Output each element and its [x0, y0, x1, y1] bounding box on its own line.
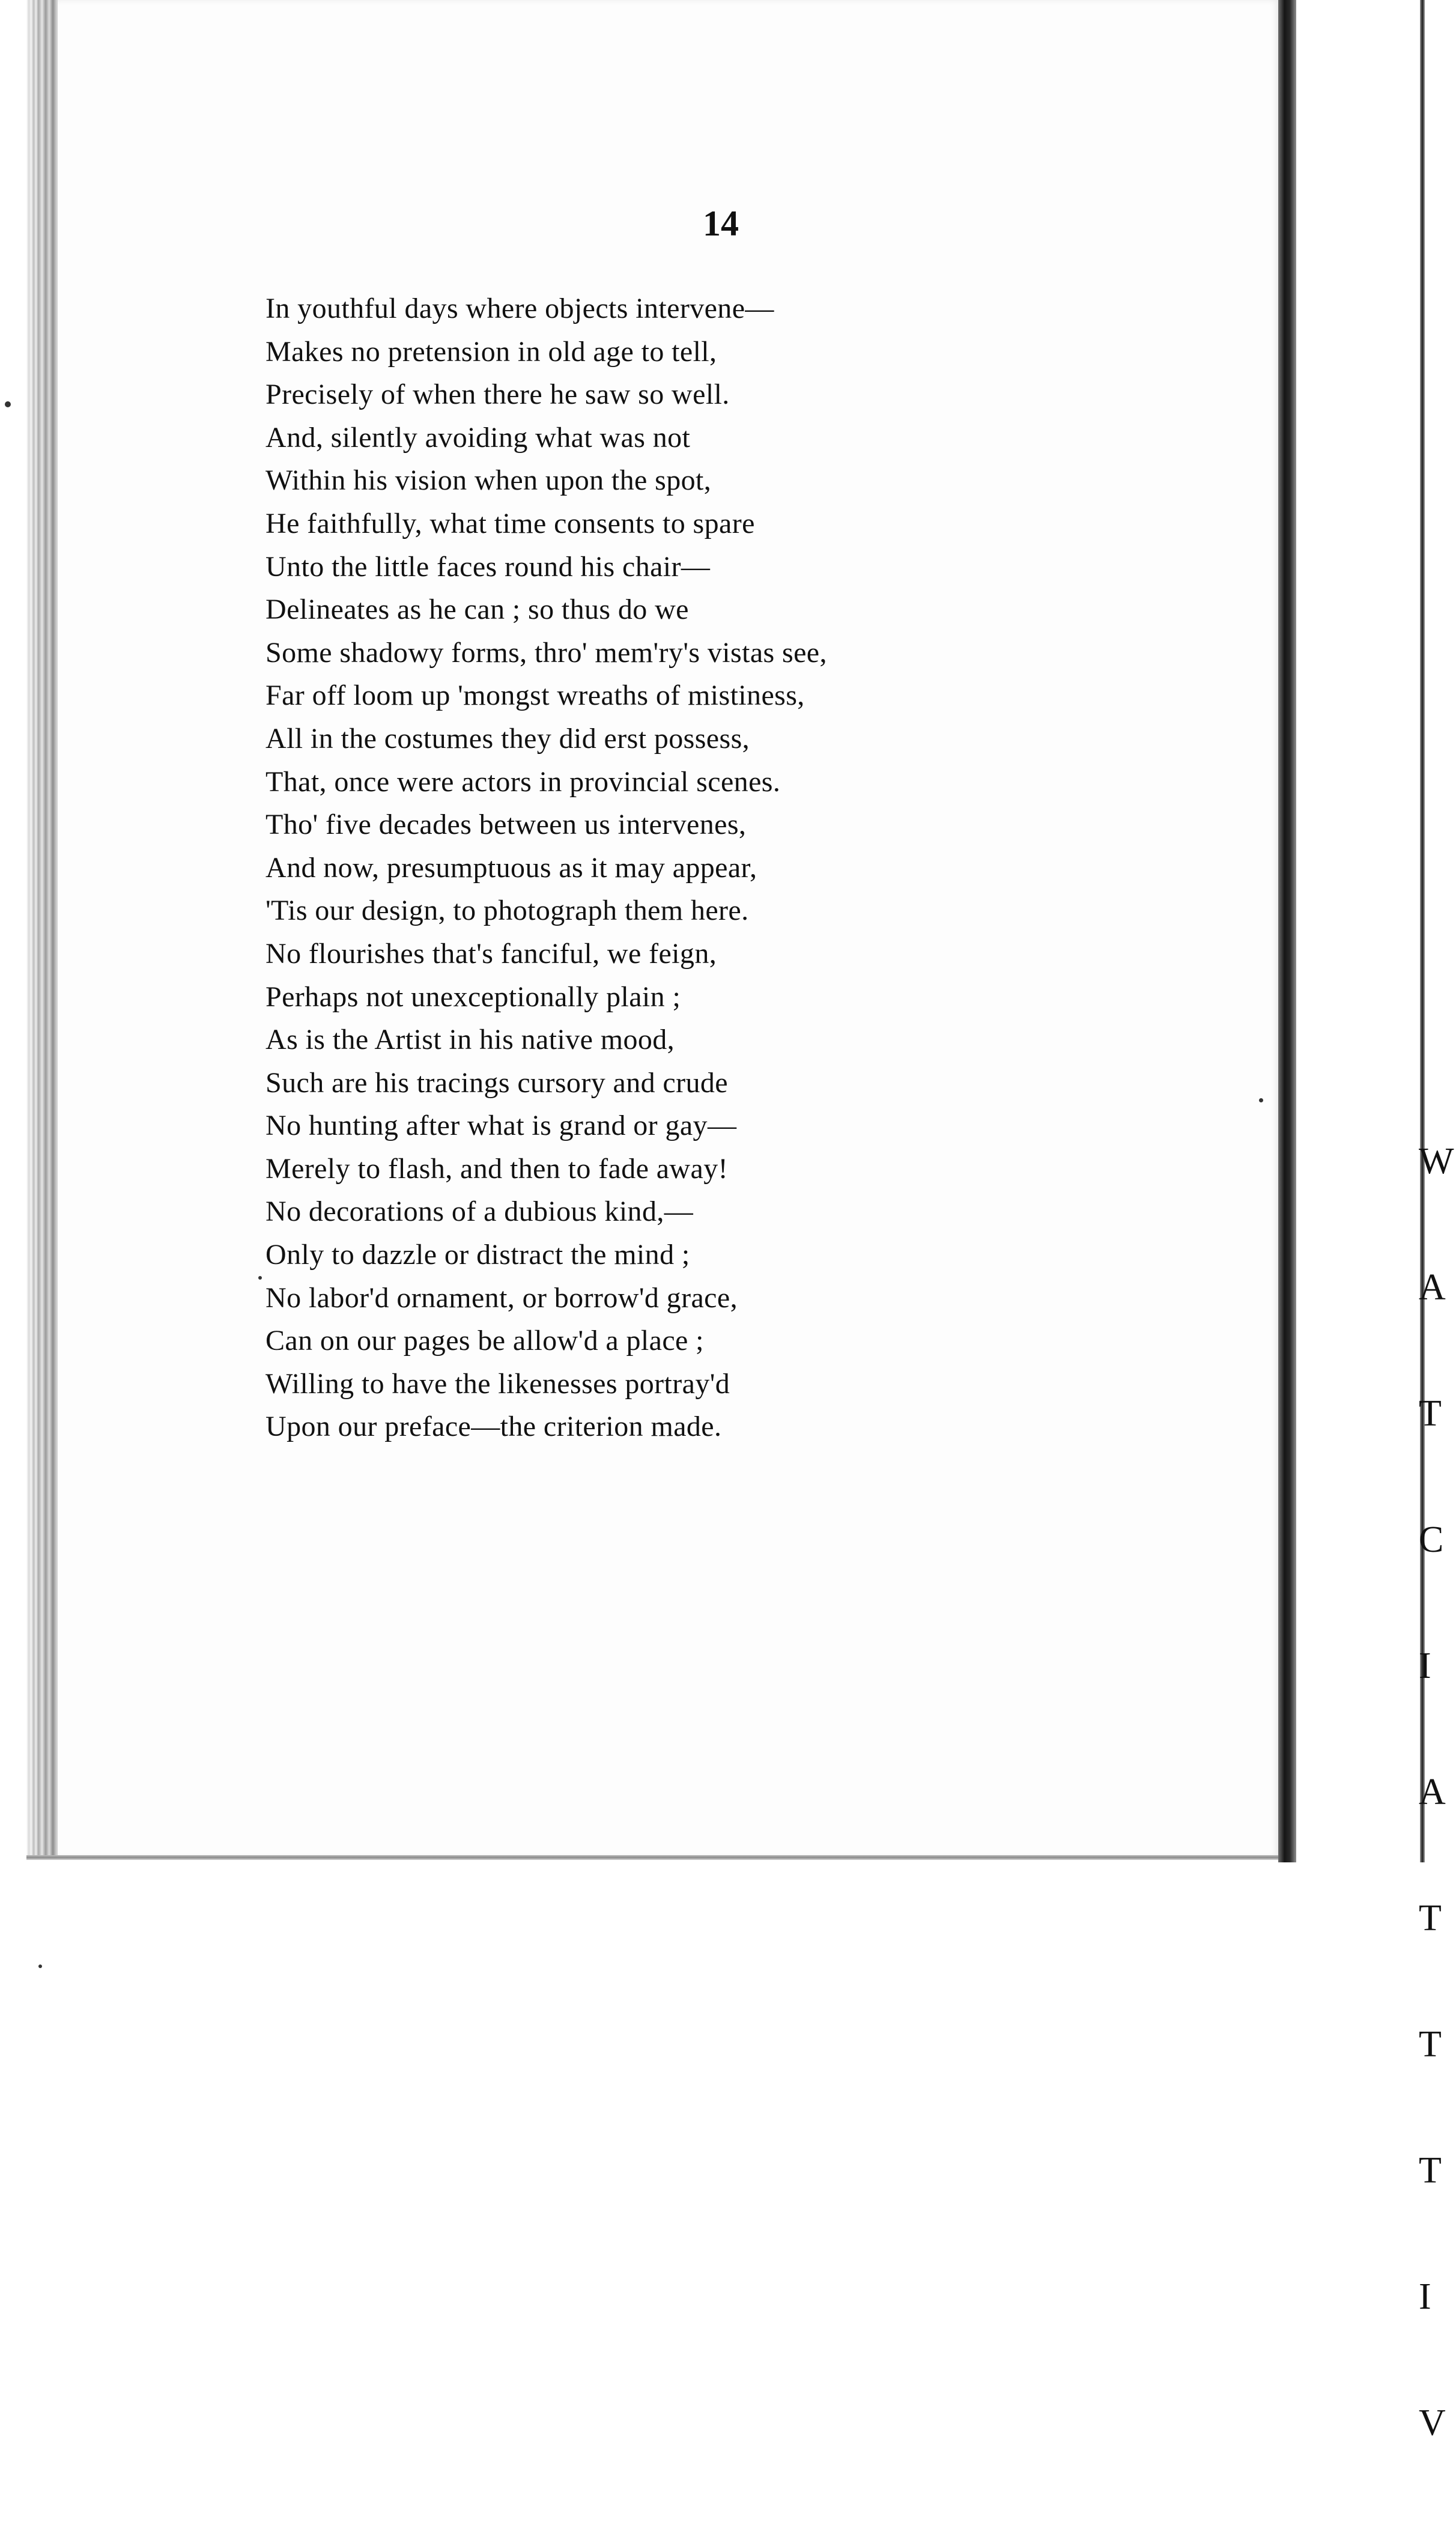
- poem-line: Such are his tracings cursory and crude: [265, 1066, 729, 1099]
- poem-line: Some shadowy forms, thro' mem'ry's vistas see,: [265, 636, 827, 669]
- poem-line: Makes no pretension in old age to tell,: [265, 335, 717, 368]
- poem-text: [265, 287, 1166, 1448]
- page-edges-left: [26, 0, 58, 1859]
- poem-line: Precisely of when there he saw so well.: [265, 378, 730, 411]
- cut-letter: T: [1419, 2150, 1442, 2191]
- cut-letter: T: [1419, 1898, 1442, 1939]
- page-edges-bottom: [26, 1855, 1300, 1860]
- poem-line: No decorations of a dubious kind,—: [265, 1196, 694, 1228]
- facing-page-cut-letters: [1419, 1056, 1454, 2528]
- poem-line: That, once were actors in provincial scenes.: [265, 765, 781, 798]
- poem-line: Only to dazzle or distract the mind ;: [265, 1239, 690, 1271]
- poem-line: Within his vision when upon the spot,: [265, 464, 712, 497]
- poem-line: He faithfully, what time consents to spare: [265, 507, 755, 539]
- poem-line: No labor'd ornament, or borrow'd grace,: [265, 1281, 738, 1314]
- poem-line: Upon our preface—the criterion made.: [265, 1411, 722, 1443]
- book-binding: [1278, 0, 1296, 1862]
- poem-line: No hunting after what is grand or gay—: [265, 1110, 737, 1142]
- poem-line: As is the Artist in his native mood,: [265, 1024, 675, 1056]
- ink-speck: [1259, 1098, 1263, 1102]
- poem-line: In youthful days where objects intervene—: [265, 293, 774, 324]
- ink-speck: [258, 1276, 262, 1280]
- ink-speck: [38, 1964, 42, 1968]
- cut-letter: T: [1419, 1393, 1442, 1434]
- cut-letter: I: [1419, 1645, 1431, 1686]
- cut-letter: T: [1419, 2024, 1442, 2065]
- poem-line: Willing to have the likenesses portray'd: [265, 1367, 730, 1400]
- poem-line: Can on our pages be allow'd a place ;: [265, 1325, 704, 1357]
- poem-line: Tho' five decades between us intervenes,: [265, 809, 747, 841]
- cut-letter: A: [1419, 1267, 1446, 1308]
- cut-letter: I: [1419, 2276, 1431, 2317]
- poem-line: No flourishes that's fanciful, we feign,: [265, 937, 717, 970]
- cut-letter: V: [1419, 2402, 1446, 2443]
- poem-line: Merely to flash, and then to fade away!: [265, 1152, 728, 1185]
- cut-letter: A: [1419, 1772, 1446, 1812]
- poem-line: Far off loom up 'mongst wreaths of mistiness,: [265, 679, 805, 712]
- page-number: 14: [703, 204, 739, 243]
- poem-line: And now, presumptuous as it may appear,: [265, 851, 757, 884]
- poem-line: Unto the little faces round his chair—: [265, 550, 711, 583]
- poem-line: And, silently avoiding what was not: [265, 421, 691, 454]
- poem-line: 'Tis our design, to photograph them here.: [265, 895, 749, 927]
- poem-line: Perhaps not unexceptionally plain ;: [265, 980, 681, 1013]
- poem-line: All in the costumes they did erst possess,: [265, 722, 750, 755]
- facing-page-edge: [1296, 0, 1454, 1862]
- cut-letter: C: [1419, 1519, 1444, 1560]
- cut-letter: W: [1419, 1141, 1454, 1182]
- ink-speck: [5, 401, 11, 407]
- poem-line: Delineates as he can ; so thus do we: [265, 594, 689, 626]
